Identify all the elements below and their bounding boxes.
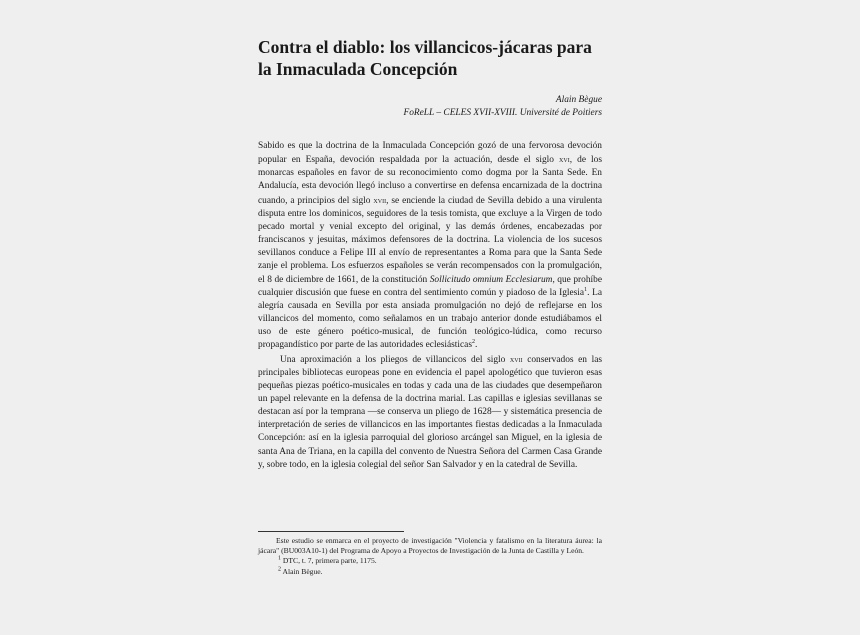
- p1-text-b: , de los monarcas españoles en favor de su reconocimiento como dogma por la Santa Sede. En Andalucía, esta devoción llegó incluso a convertirse en defensa encarnizada de la doctrina cuando, a principios del siglo: [258, 155, 603, 206]
- p1-century-1: xvi: [559, 154, 570, 165]
- footnote-2: [258, 567, 602, 577]
- paragraph-1: [258, 140, 602, 353]
- footnote-star: Este estudio se enmarca en el proyecto de investigación "Violencia y fatalismo en la literatura áurea: la jácara" (BU003A10-1) del Programa de Apoyo a Proyectos de Investigación de la Junta de Castilla y León.: [258, 536, 602, 556]
- p2-text-a: Una aproximación a los pliegos de villancicos del siglo: [280, 354, 510, 365]
- footnote-separator: [258, 531, 404, 532]
- article-body: [258, 140, 602, 472]
- author-affiliation: FoReLL – CELES XVII-XVIII. Université de Poitiers: [403, 108, 602, 118]
- p1-text-f: . La alegría causada en Sevilla por esta ansiada promulgación no dejó de reflejarse en los villancicos del momento, como señalamos en un trabajo anterior donde estudiábamos el uso de este género poético-musical, de función teológico-lúdica, como recurso propagandístico por parte de las autoridades eclesiásticas: [258, 287, 602, 351]
- p1-constitution-title: Sollicitudo omnium Ecclesiarum: [429, 274, 553, 285]
- p1-text-g: .: [474, 340, 478, 351]
- footnote-2-mark: 2: [278, 566, 281, 573]
- p2-century: xvii: [509, 353, 523, 364]
- footnote-ref-1[interactable]: 1: [584, 286, 588, 293]
- footnote-1-mark: 1: [278, 555, 281, 562]
- author-block: [300, 94, 602, 120]
- p1-text-e: , que prohíbe cualquier discusión que fuese en contra del sentimiento común y piadoso de la Iglesia: [258, 274, 602, 298]
- article-title: [258, 36, 618, 80]
- p2-text-b: conservados en las principales bibliotecas europeas pone en evidencia el papel apologético que tuvieron esas pequeñas piezas poético-musicales en todas y cada una de las ciudades que desempeñaron un papel relevante en la defensa de la doctrina marial. Las capillas e iglesias sevillanas se destacan así por la temprana —se conserva un pliego de 1628— y sistemática presencia de interpretación de series de villancicos en las importantes fiestas dedicadas a la Inmaculada Concepción: así en la iglesia parroquial del glorioso arcángel san Miguel, en la iglesia de santa Ana de Triana, en la capilla del convento de Nuestra Señora del Carmen Casa Grande y, sobre todo, en la iglesia colegial del señor San Salvador y en la catedral de Sevilla.: [258, 354, 603, 470]
- p1-century-2: xvii: [373, 194, 387, 205]
- footnote-1: [258, 556, 602, 566]
- title-line-1: Contra el diablo: los villancicos-jácaras para: [258, 37, 592, 57]
- footnote-2-text: Alain Bègue.: [281, 566, 323, 576]
- footnotes: [258, 536, 602, 577]
- footnote-1-text: DTC, t. 7, primera parte, 1175.: [281, 556, 377, 566]
- paragraph-2: [258, 353, 602, 472]
- footnote-ref-2[interactable]: 2: [471, 339, 475, 346]
- p1-text-a: Sabido es que la doctrina de la Inmaculada Concepción gozó de una fervorosa devoción popular en España, devoción respaldada por la actuación, desde el siglo: [258, 141, 602, 166]
- author-name: Alain Bègue: [555, 95, 602, 105]
- title-line-2: la Inmaculada Concepción: [258, 59, 458, 79]
- p1-text-d: , se enciende la ciudad de Sevilla debido a una virulenta disputa entre los dominicos, seguidores de la tesis tomista, que excluye a la Virgen de todo pecado mortal y venial excepto del original, y las demás órdenes, encabezadas por franciscanos y jesuitas, máximos defensores de la doctrina. La violencia de los sucesos sevillanos conduce a Felipe III al envío de representantes a Roma para que la Santa Sede zanje el problema. Los esfuerzos españoles se verán recompensados con la promulgación, el 8 de diciembre de 1661, de la constitución: [258, 195, 602, 285]
